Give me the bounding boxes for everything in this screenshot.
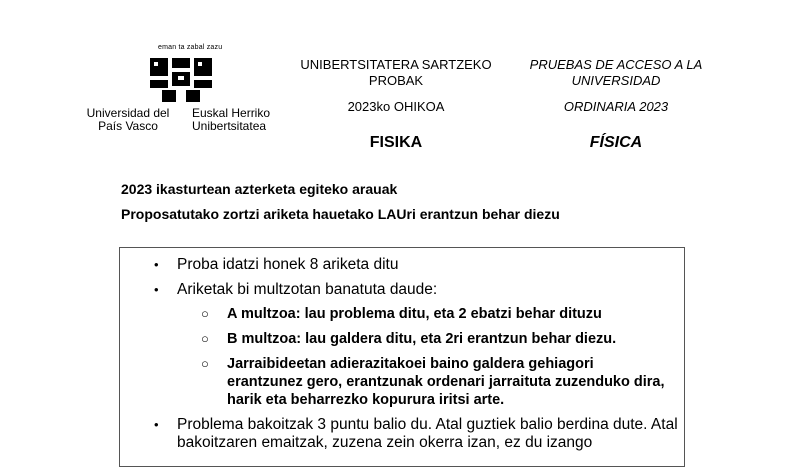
circle-bullet-icon: ○ xyxy=(201,331,209,346)
bullet-icon: • xyxy=(154,282,159,297)
session-spanish: ORDINARIA 2023 xyxy=(563,99,669,114)
sub-rule-text: Jarraibideetan adierazitakoei baino galdera gehiagori erantzunez gero, erantzunak ordenari jarraituta zuzenduko dira, harik eta beharrezko kopurura iritsi arte. xyxy=(227,356,665,408)
header-spanish xyxy=(516,57,716,151)
subject-basque: FISIKA xyxy=(369,134,423,151)
list-item xyxy=(120,256,686,274)
circle-bullet-icon: ○ xyxy=(201,356,209,371)
list-item xyxy=(177,305,686,323)
list-item xyxy=(177,330,686,348)
rules-box xyxy=(119,247,685,467)
exam-title-spanish: PRUEBAS DE ACCESO A LA UNIVERSIDAD xyxy=(529,57,703,88)
sub-rule-text: B multzoa: lau galdera ditu, eta 2ri erantzun behar diezu. xyxy=(227,331,617,347)
list-item xyxy=(120,416,686,452)
logo-name-spanish: Universidad del País Vasco xyxy=(86,106,170,133)
sub-rules-list xyxy=(177,305,686,409)
rules-title: 2023 ikasturtean azterketa egiteko arauak xyxy=(121,181,398,197)
logo-tagline: eman ta zabal zazu xyxy=(158,44,223,51)
rule-text: Ariketak bi multzotan banatuta daude: xyxy=(177,281,438,298)
rule-text: Problema bakoitzak 3 puntu balio du. Atal guztiek balio berdina dute. Atal bakoitzaren emaitzak, zuzena zein okerra izan, ez du izango xyxy=(177,416,678,451)
rules-instruction: Proposatutako zortzi ariketa hauetako LAUri erantzun behar diezu xyxy=(121,206,560,222)
logo-name-basque: Euskal Herriko Unibertsitatea xyxy=(192,106,271,133)
rule-text: Proba idatzi honek 8 ariketa ditu xyxy=(177,256,399,273)
bullet-icon: • xyxy=(154,257,159,272)
circle-bullet-icon: ○ xyxy=(201,306,209,321)
session-basque: 2023ko OHIKOA xyxy=(347,99,445,114)
university-logo xyxy=(80,44,285,134)
list-item xyxy=(120,281,686,409)
header-basque xyxy=(296,57,496,151)
rules-list xyxy=(120,256,686,459)
upv-ehu-emblem-icon xyxy=(148,54,214,104)
list-item xyxy=(177,355,686,409)
exam-title-basque: UNIBERTSITATERA SARTZEKO PROBAK xyxy=(300,57,492,88)
subject-spanish: FÍSICA xyxy=(589,134,643,151)
sub-rule-text: A multzoa: lau problema ditu, eta 2 ebatzi behar dituzu xyxy=(227,306,602,322)
bullet-icon: • xyxy=(154,417,159,432)
